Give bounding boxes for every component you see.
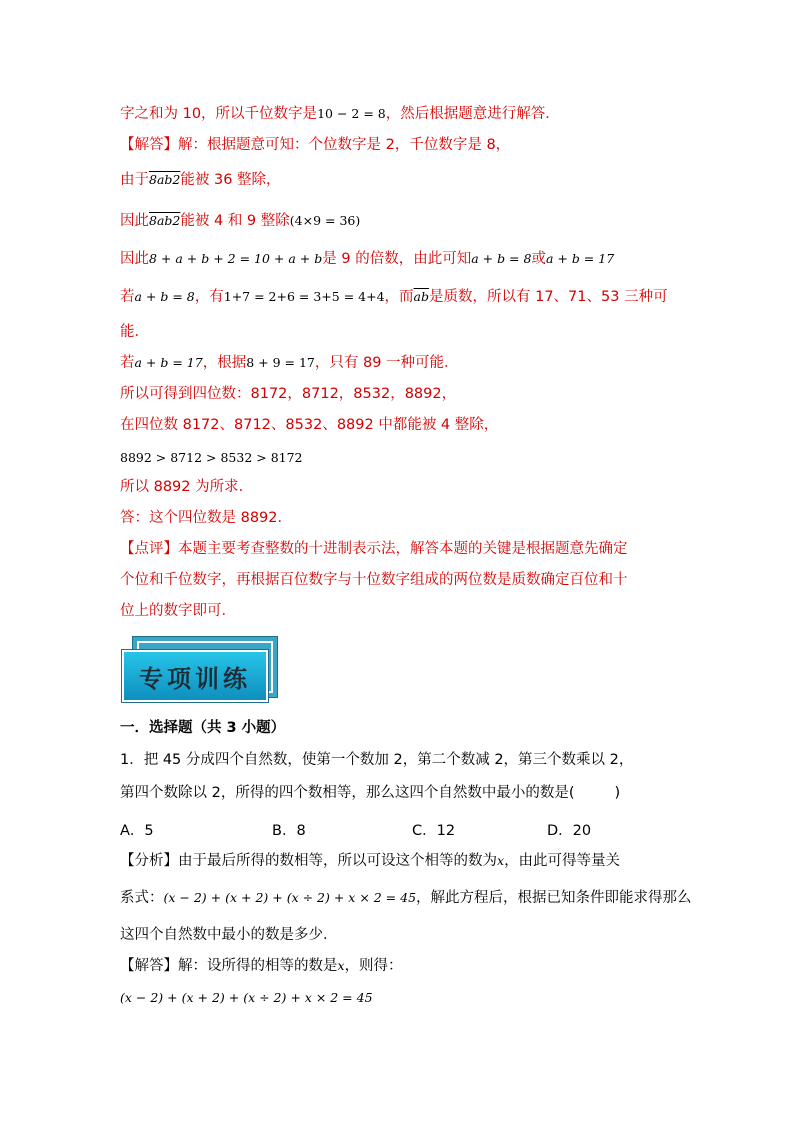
question-1-line-2 bbox=[120, 783, 620, 803]
solution-line-8 bbox=[120, 353, 459, 373]
text: 或 bbox=[531, 251, 546, 267]
answer-equation: (x − 2) + (x + 2) + (x ÷ 2) + x × 2 = 45 bbox=[120, 990, 373, 1005]
math-expression: a + b = 8 bbox=[471, 251, 532, 266]
solution-line-10: 在四位数 8172、8712、8532、8892 中都能被 4 整除， bbox=[120, 417, 499, 433]
text: ，只有 89 一种可能． bbox=[314, 355, 459, 371]
text: ，然后根据题意进行解答． bbox=[385, 106, 560, 122]
math-overline-number: 8ab2 bbox=[149, 213, 181, 228]
solution-final-answer: 答：这个四位数是 8892． bbox=[120, 510, 293, 526]
solution-answer-line: 【解答】解：根据题意可知：个位数字是 2，千位数字是 8， bbox=[120, 137, 511, 153]
option-b: B．8 bbox=[272, 823, 306, 839]
option-d: D．20 bbox=[547, 823, 592, 839]
math-expression: 8 + 9 = 17 bbox=[246, 355, 315, 370]
solution-line-12: 所以 8892 为所求． bbox=[120, 479, 254, 495]
review-line-2: 个位和千位数字，再根据百位数字与十位数字组成的两位数是质数确定百位和十 bbox=[120, 572, 628, 588]
analysis-line-3: 这四个自然数中最小的数是多少． bbox=[120, 927, 338, 943]
math-expression: (4×9 = 36) bbox=[289, 213, 361, 228]
text: ，解此方程后，根据已知条件即能求得那么 bbox=[416, 890, 692, 906]
math-expression: a + b = 8 bbox=[134, 289, 195, 304]
banner-title: 专项训练 bbox=[139, 663, 251, 693]
solution-line-11: 8892 > 8712 > 8532 > 8172 bbox=[120, 450, 303, 465]
math-variable: x bbox=[497, 853, 505, 868]
solution-line-6 bbox=[120, 287, 668, 307]
review-line-1: 【点评】本题主要考查整数的十进制表示法，解答本题的关键是根据题意先确定 bbox=[120, 541, 628, 557]
math-equation: (x − 2) + (x + 2) + (x ÷ 2) + x × 2 = 45 bbox=[163, 890, 417, 905]
text: ，有 bbox=[194, 289, 224, 305]
text: 若 bbox=[120, 355, 135, 371]
math-overline-number: $\overline{ab}$ bbox=[413, 289, 429, 304]
text: 是质数，所以有 17、71、53 三种可 bbox=[429, 289, 668, 305]
text: ，根据 bbox=[202, 355, 247, 371]
math-variable: x bbox=[337, 958, 345, 973]
math-overline-number: 8ab2 bbox=[149, 172, 181, 187]
text: ，则得： bbox=[344, 958, 403, 974]
text: 字之和为 10，所以千位数字是 bbox=[120, 106, 318, 122]
option-c: C．12 bbox=[412, 823, 456, 839]
solution-line-5 bbox=[120, 249, 614, 269]
text: 是 9 的倍数，由此可知 bbox=[322, 251, 472, 267]
text: 若 bbox=[120, 289, 135, 305]
math-expression: 8 + a + b + 2 = 10 + a + b bbox=[149, 251, 323, 266]
answer-line-1 bbox=[120, 956, 403, 976]
answer-paren-open: ( bbox=[568, 785, 575, 801]
text: 能被 4 和 9 整除 bbox=[180, 213, 290, 229]
review-line-3: 位上的数字即可． bbox=[120, 603, 236, 619]
solution-line-4 bbox=[120, 211, 360, 231]
text: 能被 36 整除， bbox=[180, 172, 281, 188]
math-expression: a + b = 17 bbox=[134, 355, 203, 370]
text: 因此 bbox=[120, 251, 149, 267]
section-banner bbox=[122, 636, 282, 704]
math-expression: 10 − 2 = 8 bbox=[317, 106, 386, 121]
section-heading: 一．选择题（共 3 小题） bbox=[120, 720, 286, 736]
analysis-line-2 bbox=[120, 888, 692, 908]
solution-line-3 bbox=[120, 170, 281, 190]
text: 系式： bbox=[120, 890, 164, 906]
math-expression: 1+7 = 2+6 = 3+5 = 4+4 bbox=[223, 289, 385, 304]
solution-line-9: 所以可得到四位数：8172，8712，8532，8892， bbox=[120, 386, 457, 402]
question-1-line-1: 1．把 45 分成四个自然数，使第一个数加 2，第二个数减 2，第三个数乘以 2， bbox=[120, 752, 634, 768]
option-a: A．5 bbox=[120, 823, 154, 839]
math-expression: a + b = 17 bbox=[545, 251, 615, 266]
analysis-line-1 bbox=[120, 851, 620, 871]
text: 第四个数除以 2，所得的四个数相等，那么这四个自然数中最小的数是 bbox=[120, 785, 569, 801]
solution-line-7: 能． bbox=[120, 324, 149, 340]
solution-line-1 bbox=[120, 104, 560, 124]
answer-paren-close: ) bbox=[614, 785, 621, 801]
text: 【解答】解：设所得的相等的数是 bbox=[120, 958, 338, 974]
banner-front-panel bbox=[122, 650, 268, 702]
text: 因此 bbox=[120, 213, 149, 229]
text: ，由此可得等量关 bbox=[504, 853, 621, 869]
text: 由于 bbox=[120, 172, 149, 188]
text: ，而 bbox=[384, 289, 414, 305]
text: 【分析】由于最后所得的数相等，所以可设这个相等的数为 bbox=[120, 853, 497, 869]
